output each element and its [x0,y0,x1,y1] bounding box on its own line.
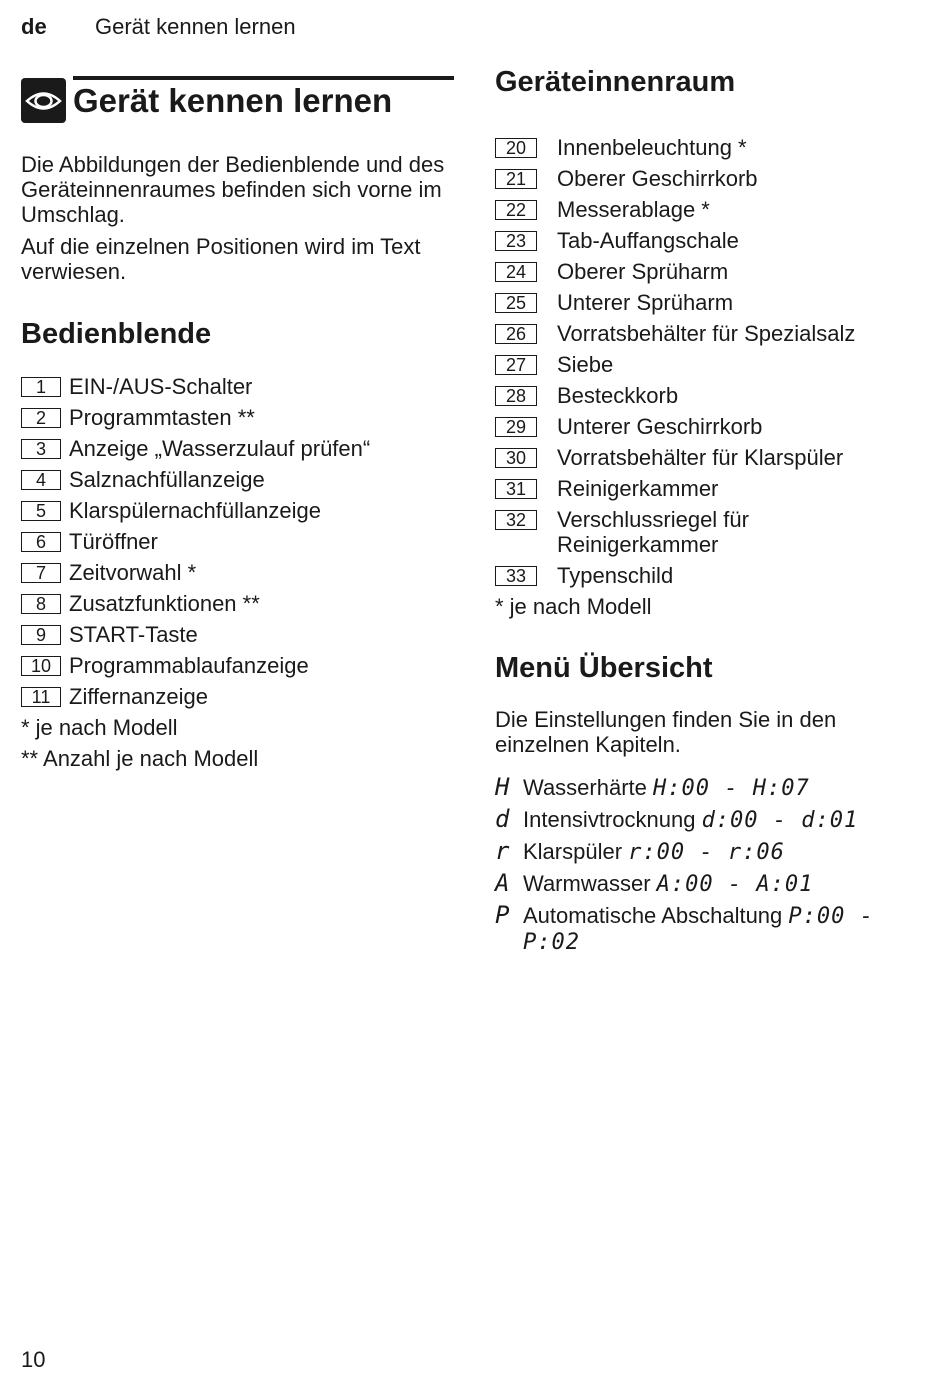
list-item [495,476,915,501]
item-label: Oberer Geschirrkorb [557,166,758,191]
item-number-box: 29 [495,417,537,437]
item-number-box: 9 [21,625,61,645]
item-number-box: 24 [495,262,537,282]
item-label: Tab-Auffangschale [557,228,739,253]
item-number-box: 1 [21,377,61,397]
list-item [21,436,454,461]
item-label: Typenschild [557,563,674,588]
menu-code-letter: P [495,901,510,929]
item-label: Besteckkorb [557,383,679,408]
item-label: Klarspülernachfüllanzeige [69,498,321,523]
menu-item-label: Automatische Abschaltung [523,903,783,928]
item-label: Anzeige „Wasserzulauf prüfen“ [69,436,371,461]
menu-item-range: r:00 - r:06 [628,840,785,865]
list-item [495,414,915,439]
innenraum-list [495,135,915,588]
menu-item-range: H:00 - H:07 [653,776,810,801]
item-number-box: 31 [495,479,537,499]
bedienblende-heading: Bedienblende [21,318,212,350]
section-title-row [21,76,454,124]
item-label: Ziffernanzeige [69,684,209,709]
item-label: EIN-/AUS-Schalter [69,374,253,399]
item-number-box: 3 [21,439,61,459]
right-column [495,66,915,961]
item-label: Türöffner [69,529,158,554]
item-label: Zeitvorwahl * [69,560,197,585]
intro-paragraph: Die Abbildungen der Bedienblende und des Geräteinnenraumes befinden sich vorne im Umschlag. [21,152,445,227]
list-item [495,563,915,588]
item-label: Reinigerkammer [557,476,719,501]
item-number-box: 4 [21,470,61,490]
menu-item-range: d:00 - d:01 [701,808,859,833]
item-label: Vorratsbehälter für Klarspüler [557,445,844,470]
item-number-box: 33 [495,566,537,586]
intro-paragraph: Auf die einzelnen Positionen wird im Text verwiesen. [21,234,421,284]
menu-item [495,807,915,833]
list-item [21,405,454,430]
item-label: Verschlussriegel für Reinigerkammer [557,507,749,557]
menu-item [495,839,915,865]
list-item [495,197,915,222]
list-item [21,591,454,616]
item-label: Zusatzfunktionen ** [69,591,260,616]
item-label: Innenbeleuchtung * [557,135,747,160]
list-item [21,498,454,523]
menu-item-label: Warmwasser [523,871,651,896]
header-title: Gerät kennen lernen [95,14,296,39]
menu-code-letter: H [495,773,510,801]
eye-icon [21,78,66,123]
item-number-box: 30 [495,448,537,468]
menu-code-letter: A [495,869,510,897]
item-number-box: 25 [495,293,537,313]
list-item [495,321,915,346]
item-label: Salznachfüllanzeige [69,467,265,492]
list-item [21,622,454,647]
menu-item-label: Wasserhärte [523,775,647,800]
item-label: START-Taste [69,622,198,647]
menu-heading: Menü Übersicht [495,652,713,684]
item-number-box: 6 [21,532,61,552]
item-label: Siebe [557,352,614,377]
item-number-box: 21 [495,169,537,189]
menu-code-letter: r [495,837,510,865]
menu-item-range: P:00 - P:02 [523,904,874,955]
item-label: Programmablaufanzeige [69,653,309,678]
page-number: 10 [21,1347,46,1372]
item-label: Programmtasten ** [69,405,255,430]
item-number-box: 27 [495,355,537,375]
header-language: de [21,14,47,39]
menu-item-label: Intensivtrocknung [523,807,696,832]
list-item [495,445,915,470]
item-label: Messerablage * [557,197,710,222]
list-item [21,560,454,585]
bedienblende-list [21,374,454,709]
item-label: Unterer Sprüharm [557,290,734,315]
list-item [495,135,915,160]
list-item [21,684,454,709]
left-column [21,76,454,771]
item-number-box: 5 [21,501,61,521]
menu-item [495,871,915,897]
item-number-box: 32 [495,510,537,530]
list-item [21,653,454,678]
item-number-box: 20 [495,138,537,158]
menu-item-range: A:00 - A:01 [656,872,814,897]
menu-list [495,775,915,955]
item-number-box: 10 [21,656,61,676]
item-number-box: 28 [495,386,537,406]
list-item [495,383,915,408]
item-number-box: 8 [21,594,61,614]
list-item [495,166,915,191]
list-item [21,374,454,399]
section-title: Gerät kennen lernen [73,82,393,119]
list-item [21,467,454,492]
innenraum-heading: Geräteinnenraum [495,66,736,98]
item-number-box: 23 [495,231,537,251]
menu-item [495,775,915,801]
item-number-box: 22 [495,200,537,220]
menu-item [495,903,915,955]
footnote: * je nach Modell [21,715,178,740]
list-item [495,259,915,284]
item-number-box: 2 [21,408,61,428]
list-item [21,529,454,554]
item-number-box: 26 [495,324,537,344]
menu-intro: Die Einstellungen finden Sie in den einzelnen Kapiteln. [495,707,837,757]
item-label: Oberer Sprüharm [557,259,729,284]
footnote: ** Anzahl je nach Modell [21,746,259,771]
footnote: * je nach Modell [495,594,652,619]
list-item [495,228,915,253]
list-item [495,290,915,315]
title-rule [73,76,454,80]
item-label: Vorratsbehälter für Spezialsalz [557,321,856,346]
menu-item-label: Klarspüler [523,839,623,864]
menu-code-letter: d [495,805,510,833]
item-label: Unterer Geschirrkorb [557,414,763,439]
list-item [495,507,915,557]
item-number-box: 7 [21,563,61,583]
item-number-box: 11 [21,687,61,707]
list-item [495,352,915,377]
